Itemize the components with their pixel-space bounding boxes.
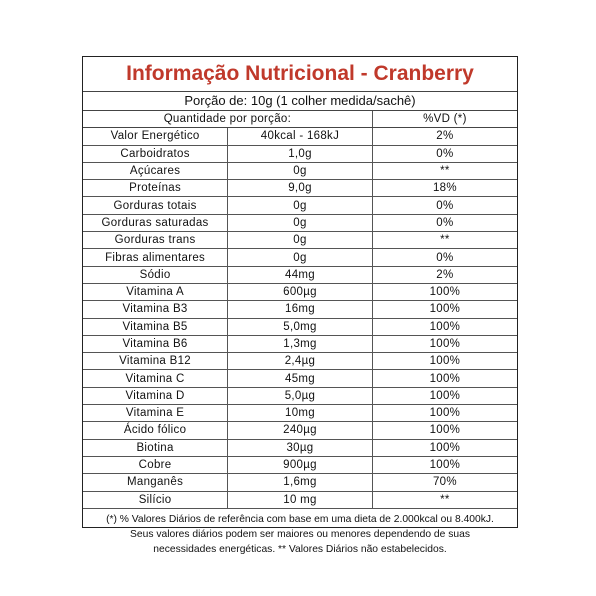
- nutrient-amount: 1,6mg: [228, 474, 373, 491]
- table-row: [83, 491, 517, 508]
- header-vd: %VD (*): [372, 111, 517, 128]
- table-row: [83, 249, 517, 266]
- nutrient-vd: **: [372, 162, 517, 179]
- nutrient-amount: 16mg: [228, 301, 373, 318]
- table-row: [83, 353, 517, 370]
- table-row: [83, 474, 517, 491]
- table-row: [83, 214, 517, 231]
- footnote-line: necessidades energéticas. ** Valores Diários não estabelecidos.: [153, 543, 447, 555]
- nutrition-table: [83, 111, 517, 509]
- nutrient-amount: 5,0µg: [228, 387, 373, 404]
- nutrient-name: Açúcares: [83, 162, 228, 179]
- nutrient-name: Silício: [83, 491, 228, 508]
- nutrient-name: Proteínas: [83, 180, 228, 197]
- nutrient-amount: 0g: [228, 249, 373, 266]
- nutrient-amount: 2,4µg: [228, 353, 373, 370]
- table-row: [83, 145, 517, 162]
- table-row: [83, 387, 517, 404]
- nutrient-amount: 1,0g: [228, 145, 373, 162]
- nutrient-name: Vitamina C: [83, 370, 228, 387]
- nutrient-vd: 0%: [372, 249, 517, 266]
- footnote: [83, 509, 517, 557]
- table-row: [83, 162, 517, 179]
- nutrient-name: Biotina: [83, 439, 228, 456]
- nutrient-vd: 100%: [372, 405, 517, 422]
- nutrient-name: Fibras alimentares: [83, 249, 228, 266]
- table-row: [83, 283, 517, 300]
- nutrient-vd: 100%: [372, 439, 517, 456]
- nutrient-amount: 0g: [228, 214, 373, 231]
- nutrient-name: Vitamina E: [83, 405, 228, 422]
- nutrient-amount: 40kcal - 168kJ: [228, 128, 373, 145]
- nutrient-name: Vitamina B6: [83, 335, 228, 352]
- nutrient-name: Valor Energético: [83, 128, 228, 145]
- table-row: [83, 266, 517, 283]
- nutrient-amount: 30µg: [228, 439, 373, 456]
- table-row: [83, 456, 517, 473]
- nutrient-name: Vitamina B5: [83, 318, 228, 335]
- nutrient-name: Sódio: [83, 266, 228, 283]
- nutrient-amount: 5,0mg: [228, 318, 373, 335]
- table-row: [83, 301, 517, 318]
- nutrient-amount: 1,3mg: [228, 335, 373, 352]
- nutrient-name: Manganês: [83, 474, 228, 491]
- nutrient-amount: 10 mg: [228, 491, 373, 508]
- table-row: [83, 422, 517, 439]
- nutrient-name: Gorduras saturadas: [83, 214, 228, 231]
- table-row: [83, 232, 517, 249]
- nutrient-vd: 100%: [372, 283, 517, 300]
- footnote-line: Seus valores diários podem ser maiores ou menores dependendo de suas: [130, 528, 470, 540]
- nutrient-vd: 70%: [372, 474, 517, 491]
- table-row: [83, 370, 517, 387]
- nutrient-name: Vitamina B12: [83, 353, 228, 370]
- nutrition-label: [82, 56, 518, 555]
- nutrient-vd: 100%: [372, 456, 517, 473]
- nutrient-name: Carboidratos: [83, 145, 228, 162]
- nutrient-amount: 9,0g: [228, 180, 373, 197]
- nutrient-name: Ácido fólico: [83, 422, 228, 439]
- nutrient-vd: 100%: [372, 387, 517, 404]
- nutrient-vd: 100%: [372, 318, 517, 335]
- nutrient-vd: 2%: [372, 266, 517, 283]
- nutrient-name: Cobre: [83, 456, 228, 473]
- nutrient-amount: 0g: [228, 197, 373, 214]
- table-row: [83, 180, 517, 197]
- nutrient-name: Vitamina B3: [83, 301, 228, 318]
- nutrient-vd: 100%: [372, 335, 517, 352]
- nutrient-name: Gorduras totais: [83, 197, 228, 214]
- table-row: [83, 197, 517, 214]
- nutrient-name: Gorduras trans: [83, 232, 228, 249]
- table-row: [83, 405, 517, 422]
- footnote-line: (*) % Valores Diários de referência com base em uma dieta de 2.000kcal ou 8.400kJ.: [106, 513, 494, 525]
- nutrient-vd: 100%: [372, 422, 517, 439]
- nutrient-vd: 100%: [372, 353, 517, 370]
- nutrient-amount: 44mg: [228, 266, 373, 283]
- nutrient-vd: 100%: [372, 370, 517, 387]
- nutrient-amount: 240µg: [228, 422, 373, 439]
- table-row: [83, 335, 517, 352]
- nutrient-amount: 10mg: [228, 405, 373, 422]
- nutrient-name: Vitamina D: [83, 387, 228, 404]
- table-header-row: [83, 111, 517, 128]
- label-title: Informação Nutricional - Cranberry: [83, 57, 517, 92]
- nutrient-vd: 18%: [372, 180, 517, 197]
- nutrient-vd: **: [372, 232, 517, 249]
- nutrient-amount: 600µg: [228, 283, 373, 300]
- nutrient-vd: 100%: [372, 301, 517, 318]
- table-row: [83, 439, 517, 456]
- nutrient-amount: 0g: [228, 232, 373, 249]
- table-row: [83, 128, 517, 145]
- portion-size: Porção de: 10g (1 colher medida/sachê): [83, 92, 517, 111]
- nutrient-amount: 900µg: [228, 456, 373, 473]
- nutrient-vd: 0%: [372, 197, 517, 214]
- nutrient-vd: 2%: [372, 128, 517, 145]
- nutrition-rows: [83, 128, 517, 509]
- nutrient-vd: 0%: [372, 214, 517, 231]
- header-quantity: Quantidade por porção:: [83, 111, 372, 128]
- nutrient-amount: 45mg: [228, 370, 373, 387]
- nutrient-vd: **: [372, 491, 517, 508]
- table-row: [83, 318, 517, 335]
- nutrient-name: Vitamina A: [83, 283, 228, 300]
- nutrient-amount: 0g: [228, 162, 373, 179]
- nutrient-vd: 0%: [372, 145, 517, 162]
